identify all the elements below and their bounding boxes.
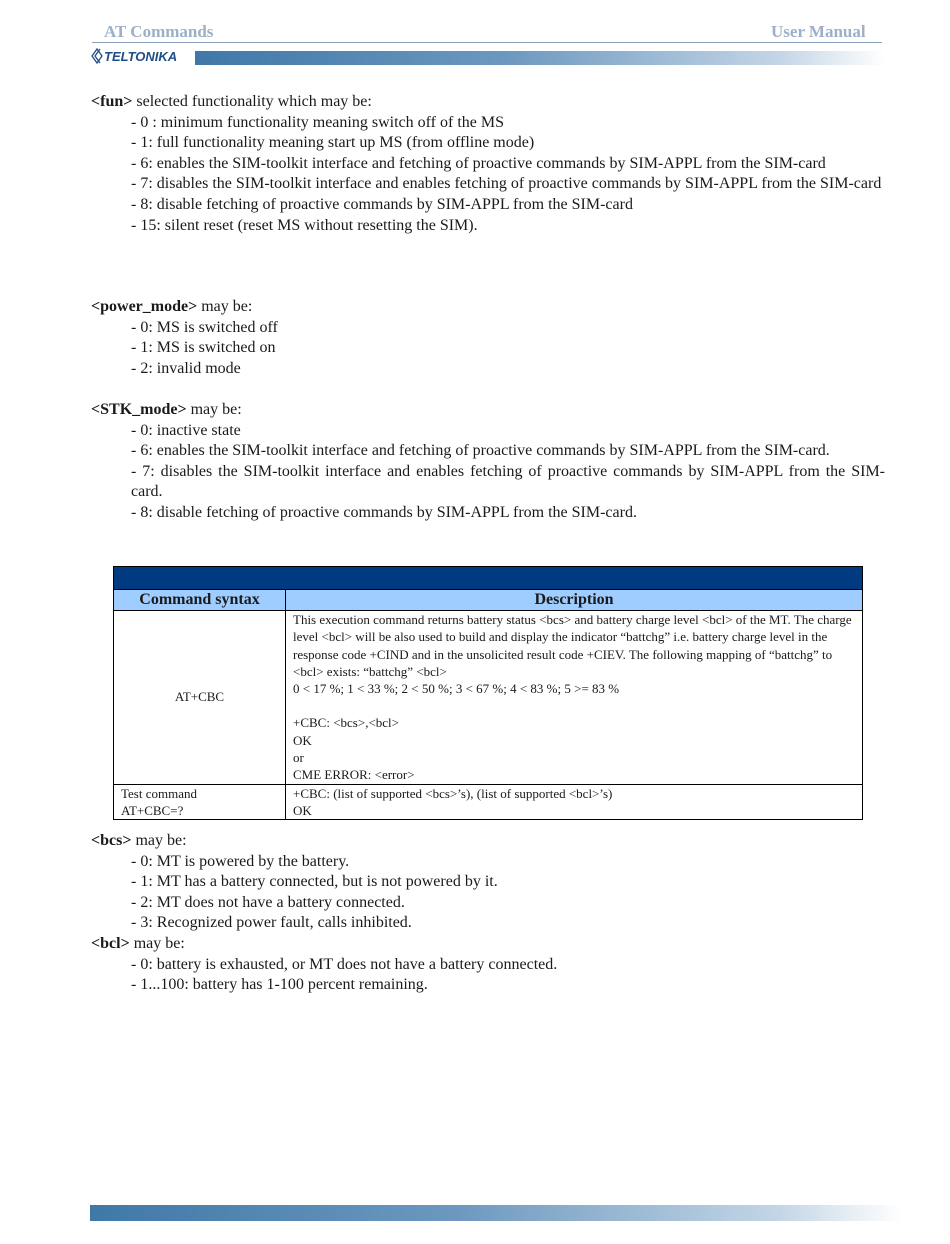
stk-mode-heading: <STK_mode> may be:	[91, 401, 242, 418]
table-row	[114, 611, 863, 785]
list-item: - 0: inactive state	[131, 421, 241, 439]
list-item: - 3: Recognized power fault, calls inhibited.	[131, 914, 412, 932]
list-item: - 1: MS is switched on	[131, 339, 276, 357]
col-header-description: Description	[286, 590, 863, 611]
header-title: AT Commands	[104, 22, 214, 41]
bcs-heading: <bcs> may be:	[91, 832, 187, 849]
response-line: +CBC: <bcs>,<bcl>	[293, 715, 399, 731]
test-command-syntax: AT+CBC=?	[121, 802, 184, 818]
list-item: - 1: MT has a battery connected, but is not powered by it.	[131, 873, 498, 891]
list-item: - 2: invalid mode	[131, 359, 241, 377]
bcs-section	[91, 831, 885, 996]
list-item: - 0: MS is switched off	[131, 318, 278, 336]
power-mode-section	[91, 297, 885, 379]
list-item: - 0: MT is powered by the battery.	[131, 852, 350, 870]
footer-gradient-bar	[90, 1205, 902, 1221]
table-row	[114, 784, 863, 820]
response-line: OK	[293, 802, 312, 818]
list-item: - 2: MT does not have a battery connected.	[131, 893, 405, 911]
power-mode-heading: <power_mode> may be:	[91, 298, 253, 315]
list-item: - 0 : minimum functionality meaning switch off of the MS	[131, 113, 504, 131]
response-line: or	[293, 750, 304, 766]
fun-heading: <fun> selected functionality which may be:	[91, 93, 372, 110]
command-syntax-cell: AT+CBC	[114, 611, 286, 785]
test-description-cell	[286, 784, 863, 820]
description-text: This execution command returns battery status <bcs> and battery charge level <bcl> of the MT. The charge level <bcl> will be also used to build and display the indicator “battchg” i.e. battery charge level in the response code +CIND and in the unsolicited result code +CIEV. The following mapping of “battchg” to <bcl> exists: “battchg” <bcl>	[293, 612, 852, 679]
teltonika-logo	[91, 46, 191, 66]
list-item: - 8: disable fetching of proactive commands by SIM-APPL from the SIM-card	[131, 195, 633, 213]
list-item: - 0: battery is exhausted, or MT does not have a battery connected.	[131, 955, 558, 973]
description-mapping: 0 < 17 %; 1 < 33 %; 2 < 50 %; 3 < 67 %; 4 < 83 %; 5 >= 83 %	[293, 681, 620, 697]
header-rule	[92, 42, 882, 43]
header-doc-type: User Manual	[771, 22, 866, 41]
bcl-heading: <bcl> may be:	[91, 934, 185, 952]
response-line: OK	[293, 732, 312, 748]
list-item: - 7: disables the SIM-toolkit interface and enables fetching of proactive commands by SIM-APPL from the SIM-card	[131, 175, 882, 193]
col-header-syntax: Command syntax	[114, 590, 286, 611]
response-line: CME ERROR: <error>	[293, 767, 415, 783]
list-item: - 7: disables the SIM-toolkit interface and enables fetching of proactive commands by SIM-APPL from the SIM-card.	[131, 462, 885, 501]
list-item: - 15: silent reset (reset MS without resetting the SIM).	[131, 216, 478, 234]
logo-mark-icon	[92, 49, 102, 63]
list-item: - 8: disable fetching of proactive commands by SIM-APPL from the SIM-card.	[131, 503, 637, 521]
list-item: - 1...100: battery has 1-100 percent remaining.	[131, 976, 428, 994]
test-command-label: Test command	[121, 785, 197, 801]
test-command-cell	[114, 784, 286, 820]
list-item: - 6: enables the SIM-toolkit interface and fetching of proactive commands by SIM-APPL from the SIM-card	[131, 154, 826, 172]
list-item: - 1: full functionality meaning start up MS (from offline mode)	[131, 134, 535, 152]
header-gradient-bar	[195, 51, 885, 65]
stk-mode-section	[91, 400, 885, 524]
list-item: - 6: enables the SIM-toolkit interface and fetching of proactive commands by SIM-APPL from the SIM-card.	[131, 442, 830, 460]
command-table	[113, 566, 863, 820]
description-cell	[286, 611, 863, 785]
table-header-row	[114, 590, 863, 611]
response-line: +CBC: (list of supported <bcs>’s), (list of supported <bcl>’s)	[293, 785, 613, 801]
table-title-bar	[114, 567, 863, 590]
fun-section	[91, 92, 885, 236]
svg-text:TELTONIKA: TELTONIKA	[104, 49, 178, 64]
